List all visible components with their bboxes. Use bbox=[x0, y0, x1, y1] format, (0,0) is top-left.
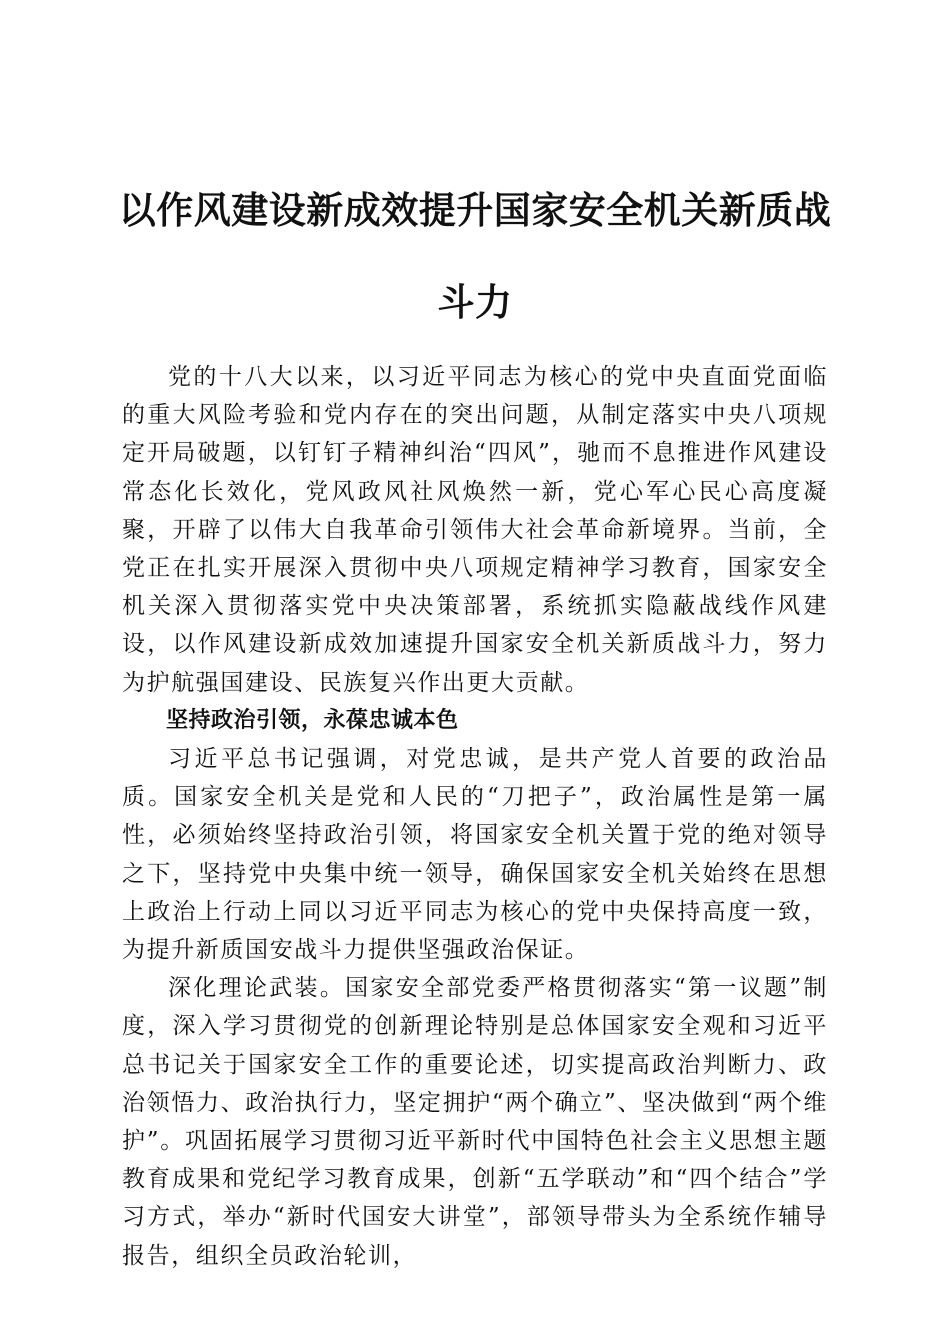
intro-paragraph: 党的十八大以来，以习近平同志为核心的党中央直面党面临的重大风险考验和党内存在的突出问题，从制定落实中央八项规定开局破题，以钉钉子精神纠治“四风”，驰而不息推进作风建设常态化长效化，党风政风社风焕然一新，党心军心民心高度凝聚，开辟了以伟大自我革命引领伟大社会革命新境界。当前，全党正在扎实开展深入贯彻中央八项规定精神学习教育，国家安全机关深入贯彻落实党中央决策部署，系统抓实隐蔽战线作风建设，以作风建设新成效加速提升国家安全机关新质战斗力，努力为护航强国建设、民族复兴作出更大贡献。 bbox=[122, 364, 828, 696]
section-paragraph: 习近平总书记强调，对党忠诚，是共产党人首要的政治品质。国家安全机关是党和人民的“刀把子”，政治属性是第一属性，必须始终坚持政治引领，将国家安全机关置于党的绝对领导之下，坚持党中央集中统一领导，确保国家安全机关始终在思想上政治上行动上同以习近平同志为核心的党中央保持高度一致，为提升新质国安战斗力提供坚强政治保证。 bbox=[122, 746, 828, 964]
section-paragraph: 深化理论武装。国家安全部党委严格贯彻落实“第一议题”制度，深入学习贯彻党的创新理论特别是总体国家安全观和习近平总书记关于国家安全工作的重要论述，切实提高政治判断力、政治领悟力、政治执行力，坚定拥护“两个确立”、坚决做到“两个维护”。巩固拓展学习贯彻习近平新时代中国特色社会主义思想主题教育成果和党纪学习教育成果，创新“五学联动”和“四个结合”学习方式，举办“新时代国安大讲堂”，部领导带头为全系统作辅导报告，组织全员政治轮训， bbox=[122, 975, 828, 1269]
document-title: 以作风建设新成效提升国家安全机关新质战斗力 bbox=[118, 188, 832, 324]
document-body bbox=[122, 358, 828, 1275]
section-heading: 坚持政治引领，永葆忠诚本色 bbox=[166, 707, 459, 733]
